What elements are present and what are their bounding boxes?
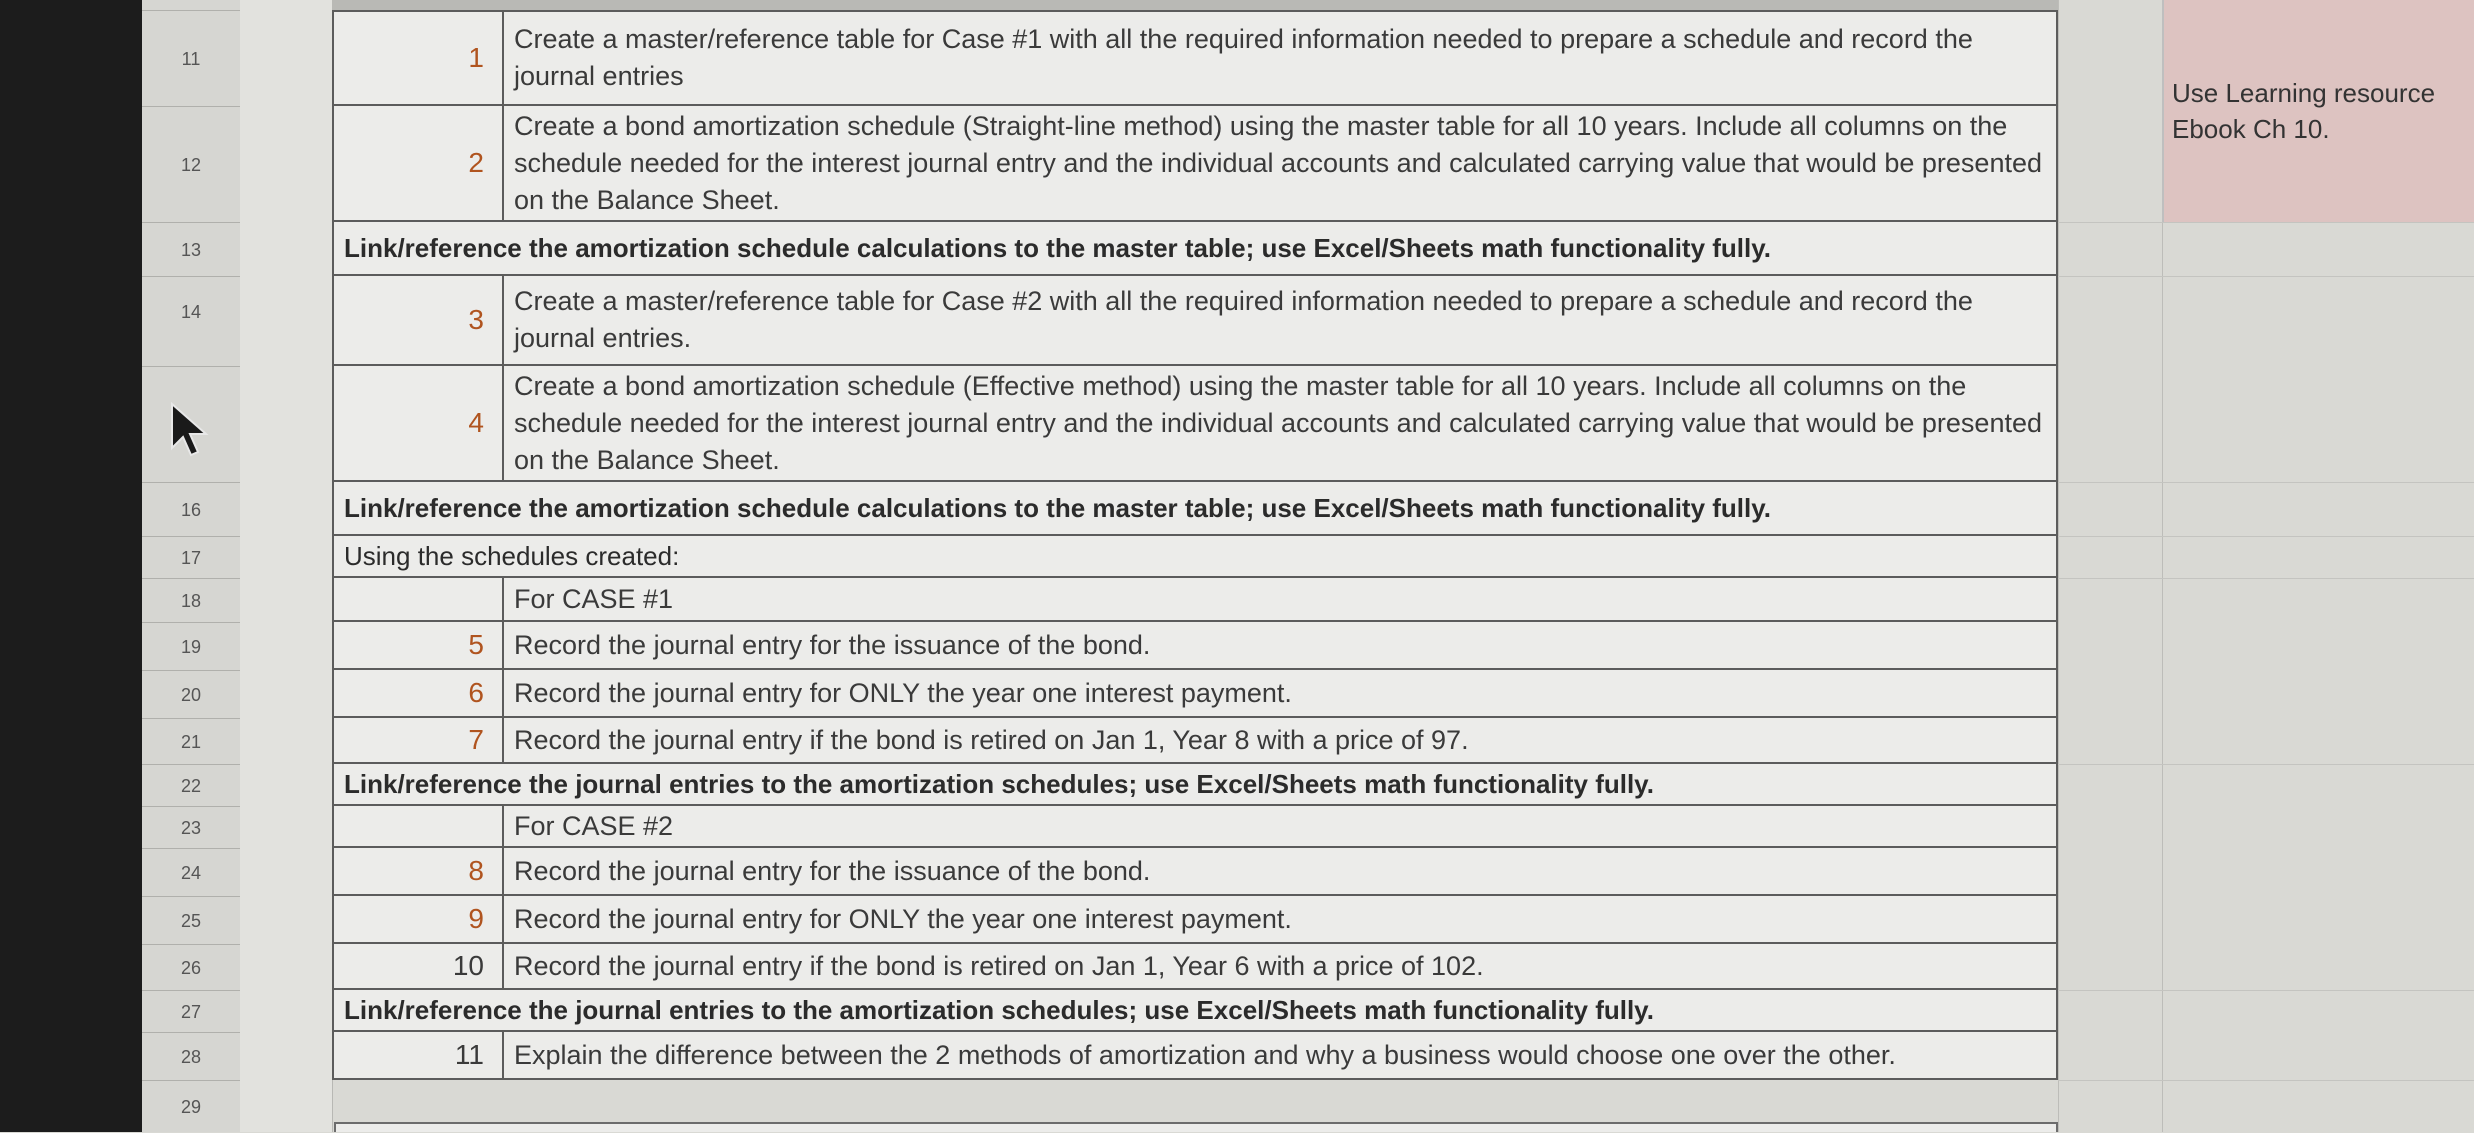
task-number: 2: [332, 106, 504, 220]
task-number: 11: [332, 1032, 504, 1078]
header-row-remnant: [332, 0, 2058, 10]
task-row[interactable]: [332, 622, 2058, 670]
task-text: Record the journal entry for the issuance of the bond.: [504, 848, 2058, 894]
link-journal-instruction: Link/reference the journal entries to the amortization schedules; use Excel/Sheets math functionality fully.: [332, 764, 2058, 804]
row-number[interactable]: 13: [142, 222, 240, 276]
empty-number-cell: [332, 806, 504, 846]
row-divider: [2058, 764, 2474, 765]
row-number[interactable]: 11: [142, 10, 240, 106]
side-note-line-2: Ebook Ch 10.: [2172, 114, 2330, 144]
next-table-edge: [334, 1122, 2058, 1132]
task-number: 1: [332, 12, 504, 104]
task-number: 7: [332, 718, 504, 762]
task-number: 8: [332, 848, 504, 894]
row-number[interactable]: 29: [142, 1080, 240, 1132]
task-text: Record the journal entry if the bond is retired on Jan 1, Year 8 with a price of 97.: [504, 718, 2058, 762]
task-row[interactable]: [332, 944, 2058, 990]
row-number[interactable]: 14: [142, 276, 240, 366]
row-divider: [2058, 578, 2474, 579]
task-row[interactable]: [332, 106, 2058, 222]
link-instruction: Link/reference the amortization schedule calculations to the master table; use Excel/Sheets math functionality fully.: [332, 222, 2058, 274]
task-text: Record the journal entry for ONLY the year one interest payment.: [504, 896, 2058, 942]
side-note-line-1: Use Learning resource: [2172, 78, 2436, 108]
link-instruction: Link/reference the amortization schedule calculations to the master table; use Excel/Sheets math functionality fully.: [332, 482, 2058, 534]
row-divider: [2058, 276, 2474, 277]
task-number: 4: [332, 366, 504, 480]
case-header-row[interactable]: [332, 806, 2058, 848]
column-divider: [2058, 0, 2059, 1132]
case1-label: For CASE #1: [504, 578, 2058, 620]
screen-bezel: [0, 0, 142, 1132]
task-text: Create a master/reference table for Case #1 with all the required information needed to prepare a schedule and record the journal entries: [504, 12, 2058, 104]
instruction-row[interactable]: [332, 764, 2058, 806]
mouse-cursor-icon: [170, 402, 212, 458]
row-number[interactable]: 21: [142, 718, 240, 764]
task-number: 3: [332, 276, 504, 364]
row-divider: [2058, 222, 2474, 223]
task-row[interactable]: [332, 1032, 2058, 1080]
instruction-row[interactable]: [332, 222, 2058, 276]
task-row[interactable]: [332, 366, 2058, 482]
task-number: 6: [332, 670, 504, 716]
task-row[interactable]: [332, 896, 2058, 944]
task-row[interactable]: [332, 718, 2058, 764]
empty-number-cell: [332, 578, 504, 620]
task-text: Record the journal entry for the issuance of the bond.: [504, 622, 2058, 668]
task-text: Explain the difference between the 2 methods of amortization and why a business would choose one over the other.: [504, 1032, 2058, 1078]
instruction-row[interactable]: [332, 536, 2058, 578]
task-text: Record the journal entry for ONLY the year one interest payment.: [504, 670, 2058, 716]
task-text: Create a bond amortization schedule (Straight-line method) using the master table for all 10 years. Include all columns on the schedule needed for the interest journal entry and the individual accounts and calculated carrying value that would be presented on the Balance Sheet.: [504, 106, 2058, 220]
row-number[interactable]: 26: [142, 944, 240, 990]
task-text: Create a master/reference table for Case #2 with all the required information needed to prepare a schedule and record the journal entries.: [504, 276, 2058, 364]
row-number[interactable]: 17: [142, 536, 240, 578]
row-number[interactable]: 24: [142, 848, 240, 896]
row-number[interactable]: 22: [142, 764, 240, 806]
case2-label: For CASE #2: [504, 806, 2058, 846]
row-number[interactable]: 19: [142, 622, 240, 670]
row-number[interactable]: 12: [142, 106, 240, 222]
row-divider: [2058, 990, 2474, 991]
task-row[interactable]: [332, 670, 2058, 718]
task-text: Create a bond amortization schedule (Effective method) using the master table for all 10 years. Include all columns on the schedule needed for the interest journal entry and the individual accounts and calculated carrying value that would be presented on the Balance Sheet.: [504, 366, 2058, 480]
task-row[interactable]: [332, 276, 2058, 366]
task-text: Record the journal entry if the bond is retired on Jan 1, Year 6 with a price of 102.: [504, 944, 2058, 988]
task-number: 10: [332, 944, 504, 988]
row-divider: [2058, 482, 2474, 483]
row-divider: [2058, 536, 2474, 537]
instruction-row[interactable]: [332, 990, 2058, 1032]
row-divider: [2058, 1080, 2474, 1081]
task-number: 5: [332, 622, 504, 668]
case-header-row[interactable]: [332, 578, 2058, 622]
task-number: 9: [332, 896, 504, 942]
learning-resource-cell[interactable]: [2162, 0, 2474, 222]
row-number[interactable]: 27: [142, 990, 240, 1032]
instruction-row[interactable]: [332, 482, 2058, 536]
row-number[interactable]: 25: [142, 896, 240, 944]
task-row[interactable]: [332, 848, 2058, 896]
column-b[interactable]: [240, 0, 333, 1132]
row-number[interactable]: 16: [142, 482, 240, 536]
row-number[interactable]: 18: [142, 578, 240, 622]
using-schedules-text: Using the schedules created:: [332, 536, 2058, 576]
row-number[interactable]: 20: [142, 670, 240, 718]
link-journal-instruction: Link/reference the journal entries to the amortization schedules; use Excel/Sheets math functionality fully.: [332, 990, 2058, 1030]
row-number[interactable]: 23: [142, 806, 240, 848]
row-number[interactable]: 28: [142, 1032, 240, 1080]
task-row[interactable]: [332, 10, 2058, 106]
